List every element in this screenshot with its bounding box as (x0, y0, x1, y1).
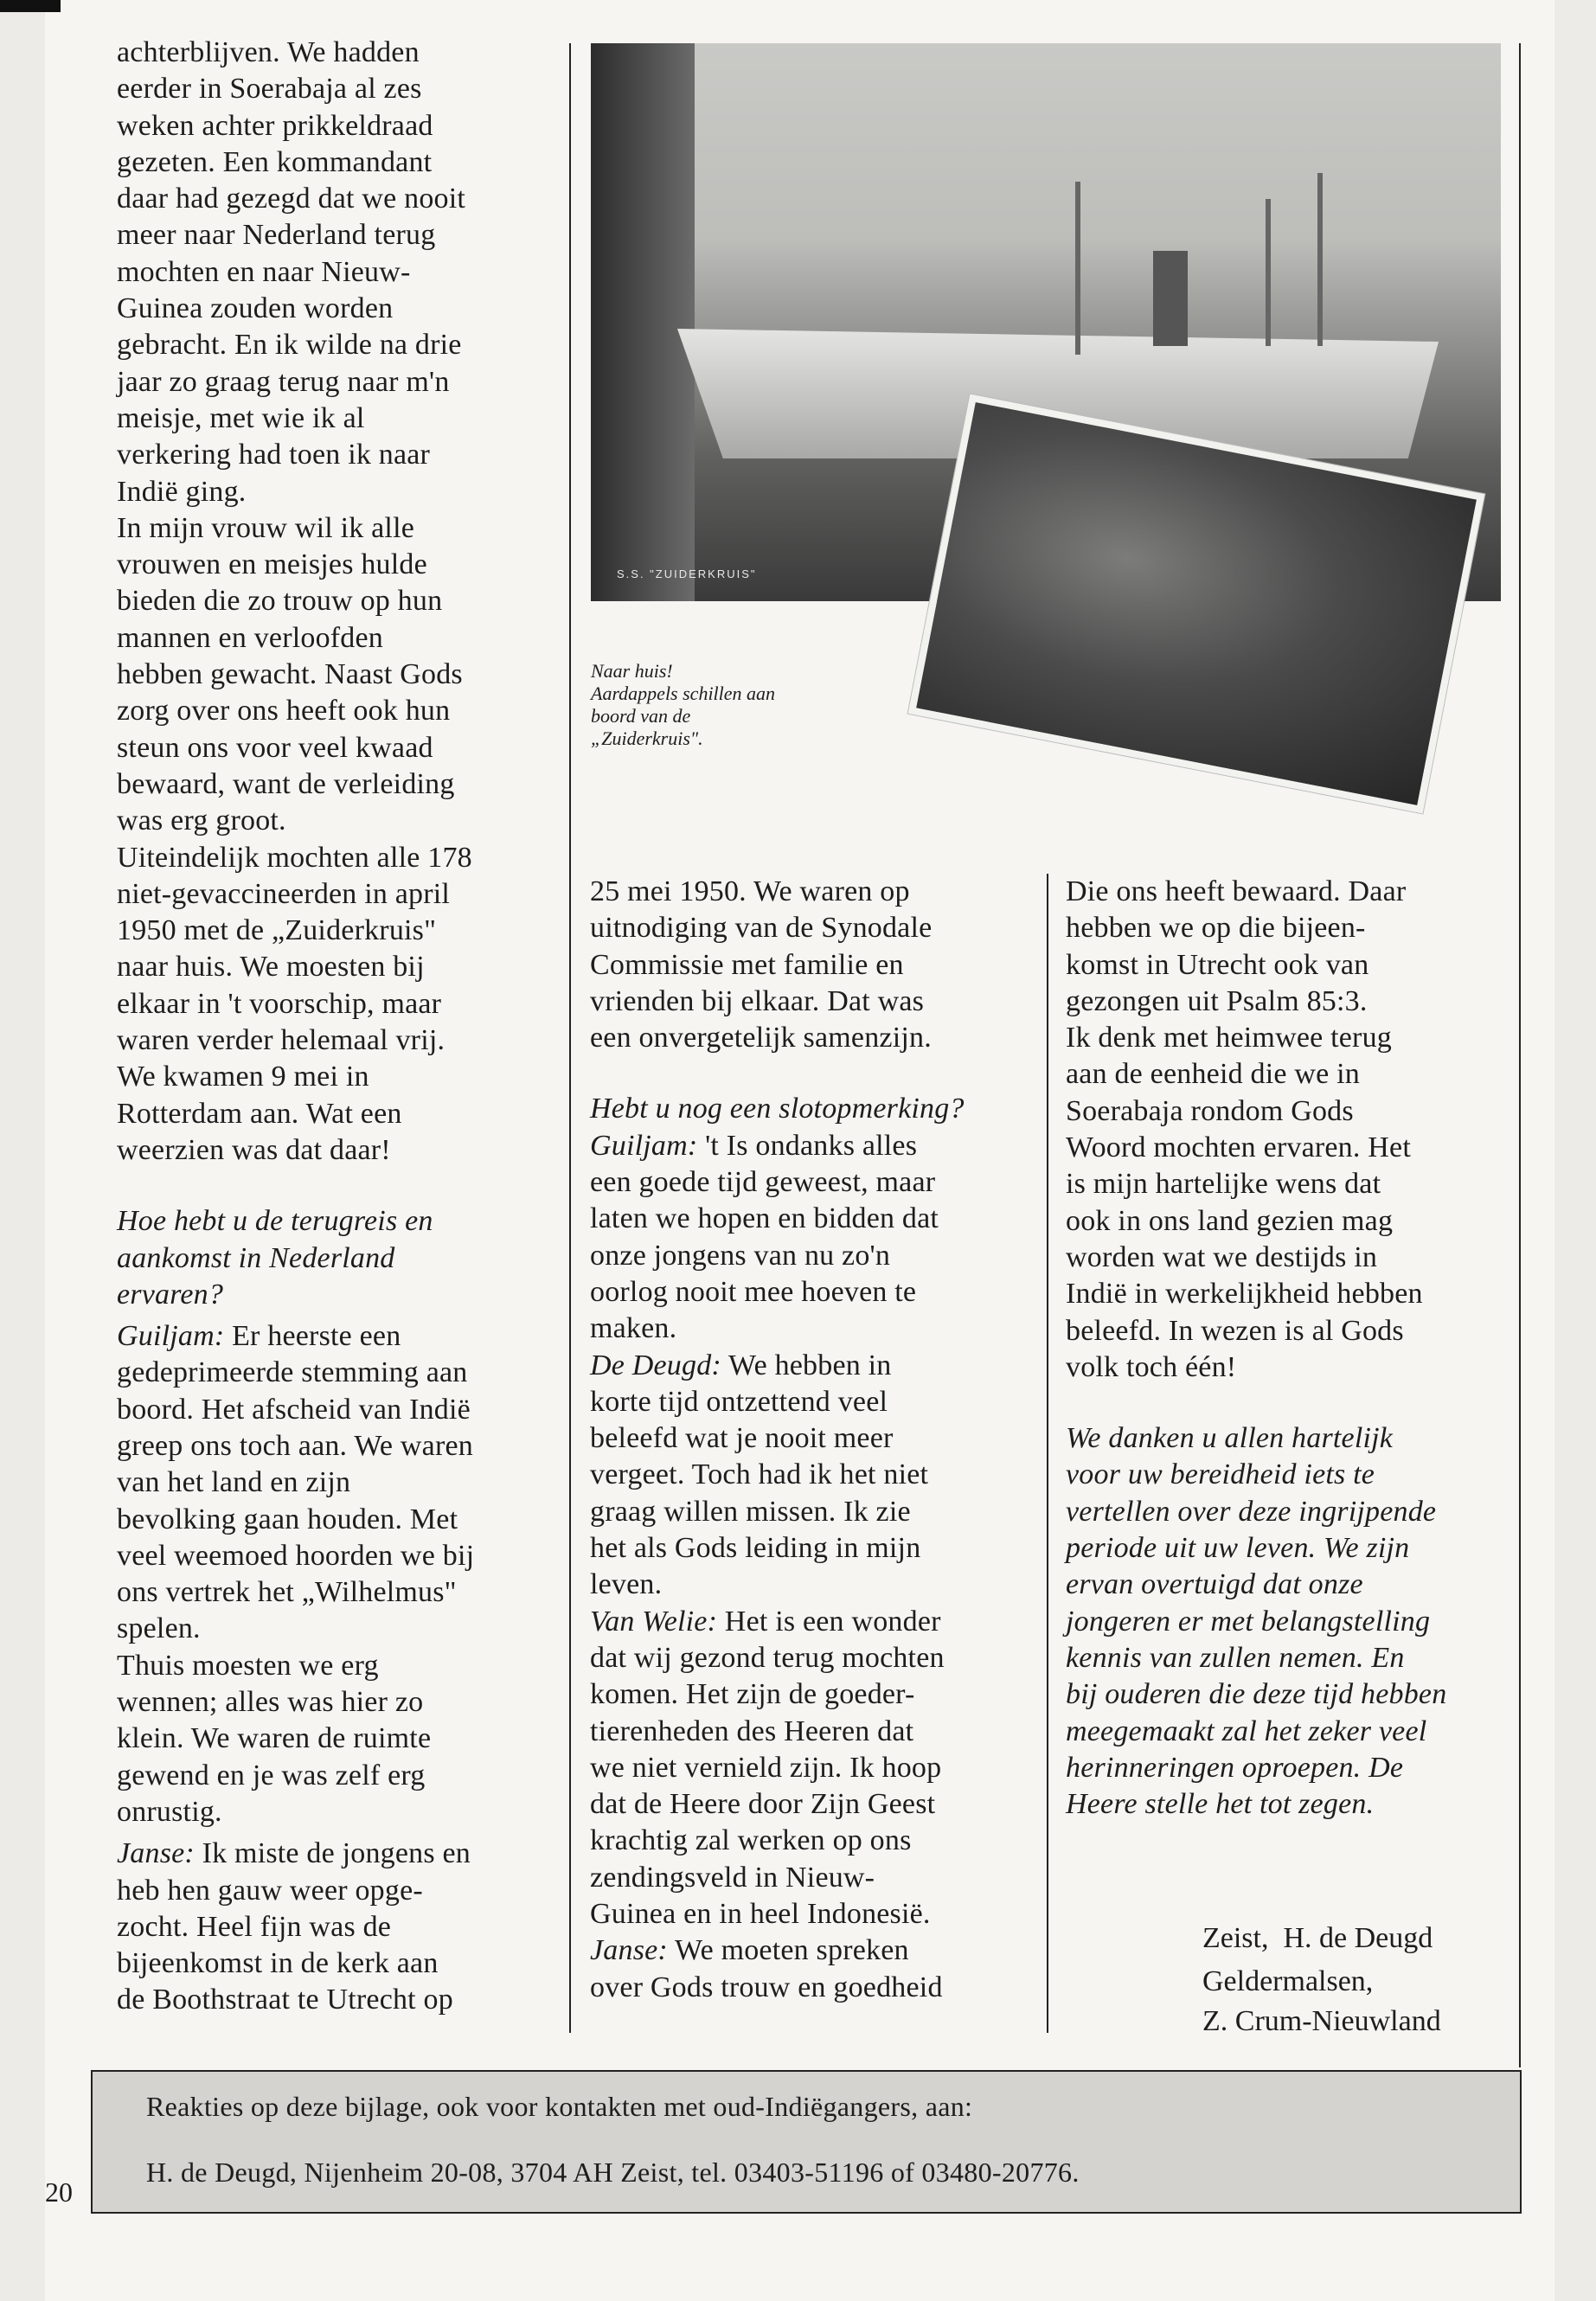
text-line: gezongen uit Psalm 85:3. (1066, 984, 1368, 1017)
text-line: vrienden bij elkaar. Dat was (590, 984, 925, 1017)
text-line: spelen. (117, 1612, 201, 1645)
text-line: elkaar in 't voorschip, maar (117, 987, 442, 1020)
text-line: beleefd. In wezen is al Gods (1066, 1314, 1404, 1347)
column-divider (569, 43, 571, 2033)
text-line: Guinea zouden worden (117, 292, 394, 325)
answer-janse (590, 1932, 1031, 1969)
text-line: vrouwen en meisjes hulde (117, 548, 427, 581)
contact-address: H. de Deugd, Nijenheim 20-08, 3704 AH Zeist, tel. 03403-51196 of 03480-20776. (146, 2157, 1080, 2188)
text-line: Rotterdam aan. Wat een (117, 1097, 402, 1130)
answer-text: 't Is ondanks alles (697, 1129, 918, 1162)
text-line: laten we hopen en bidden dat (590, 1202, 939, 1235)
text-line: 1950 met de „Zuiderkruis" (117, 914, 437, 947)
text-line: ervaren? (117, 1278, 224, 1311)
column-3 (1066, 874, 1507, 1823)
text-line: ervan overtuigd dat onze (1066, 1568, 1363, 1601)
text-line: daar had gezegd dat we nooit (117, 183, 466, 215)
text-line: hebben we op die bijeen- (1066, 912, 1366, 945)
text-line: niet-gevaccineerden in april (117, 877, 451, 910)
text-line: periode uit uw leven. We zijn (1066, 1532, 1410, 1565)
text-line: bij ouderen die deze tijd hebben (1066, 1678, 1447, 1711)
text-line: Guinea en in heel Indonesië. (590, 1898, 931, 1931)
text-line: 25 mei 1950. We waren op (590, 875, 910, 907)
speaker-label: De Deugd: (590, 1349, 721, 1381)
text-line: korte tijd ontzettend veel (590, 1385, 888, 1418)
text-line: de Boothstraat te Utrecht op (117, 1984, 453, 2016)
text-line: naar huis. We moesten bij (117, 951, 425, 984)
column-3-paragraph (1066, 874, 1507, 1386)
speaker-label: Janse: (117, 1837, 195, 1870)
text-line: In mijn vrouw wil ik alle (117, 511, 415, 544)
text-line: klein. We waren de ruimte (117, 1722, 432, 1755)
text-line: boord. Het afscheid van Indië (117, 1393, 471, 1426)
closing-note (1066, 1420, 1507, 1823)
text-line: dat wij gezond terug mochten (590, 1641, 945, 1674)
text-line: bieden die zo trouw op hun (117, 585, 443, 618)
text-line: weken achter prikkeldraad (117, 109, 433, 142)
text-line: Woord mochten ervaren. Het (1066, 1131, 1411, 1164)
text-line: Aardappels schillen aan (591, 683, 776, 704)
text-line: Uiteindelijk mochten alle 178 (117, 841, 472, 874)
question-return-trip (117, 1203, 549, 1313)
text-line: uitnodiging van de Synodale (590, 912, 933, 945)
ship-name-label: S.S. "ZUIDERKRUIS" (617, 567, 757, 580)
signature-place: Zeist, (1202, 1922, 1269, 1954)
text-line: meer naar Nederland terug (117, 219, 436, 252)
text-line: onze jongens van nu zo'n (590, 1239, 891, 1272)
text-line: gezeten. Een kommandant (117, 145, 433, 178)
text-line: het als Gods leiding in mijn (590, 1532, 921, 1565)
text-line: zorg over ons heeft ook hun (117, 695, 451, 727)
text-line: vergeet. Toch had ik het niet (590, 1458, 929, 1491)
text-line: graag willen missen. Ik zie (590, 1495, 911, 1528)
text-line: een onvergetelijk samenzijn. (590, 1022, 932, 1054)
text-line: tierenheden des Heeren dat (590, 1715, 914, 1747)
text-line: onrustig. (117, 1795, 222, 1828)
answer-guiljam (590, 1128, 1031, 1164)
answer-text: Er heerste een (224, 1320, 401, 1353)
text-line: bevolking gaan houden. Met (117, 1503, 458, 1535)
text-line: Naar huis! (591, 660, 673, 682)
text-line: krachtig zal werken op ons (590, 1824, 912, 1857)
speaker-label: Van Welie: (590, 1605, 718, 1638)
text-line: zocht. Heel fijn was de (117, 1910, 392, 1943)
text-line: herinneringen oproepen. De (1066, 1751, 1404, 1784)
right-border (1519, 43, 1521, 2067)
question-final-remark: Hebt u nog een slotopmerking? (590, 1093, 965, 1125)
text-line: zendingsveld in Nieuw- (590, 1861, 875, 1894)
text-line: Soerabaja rondom Gods (1066, 1094, 1354, 1127)
text-line: voor uw bereidheid iets te (1066, 1458, 1375, 1491)
text-line: gewend en je was zelf erg (117, 1759, 426, 1791)
text-line: gebracht. En ik wilde na drie (117, 329, 462, 362)
text-line: leven. (590, 1568, 663, 1601)
text-line: jongeren er met belangstelling (1066, 1605, 1431, 1638)
column-2 (590, 874, 1031, 2006)
answer-guiljam (117, 1318, 549, 1355)
text-line: „Zuiderkruis". (591, 727, 703, 749)
text-line: steun ons voor veel kwaad (117, 731, 433, 764)
speaker-label: Guiljam: (117, 1320, 225, 1353)
text-line: meisje, met wie ik al (117, 401, 365, 434)
text-line: veel weemoed hoorden we bij (117, 1539, 475, 1572)
page-number: 20 (45, 2176, 73, 2208)
text-line: jaar zo graag terug naar m'n (117, 365, 450, 398)
text-line: komen. Het zijn de goeder- (590, 1678, 915, 1711)
text-line: worden wat we destijds in (1066, 1240, 1378, 1273)
answer-text: Ik miste de jongens en (194, 1837, 471, 1870)
corner-mark (0, 0, 61, 12)
signature-1 (1202, 1919, 1433, 1958)
column-divider (1047, 874, 1048, 2033)
answer-janse-continued (117, 1873, 549, 2019)
answer-janse (117, 1836, 549, 1872)
text-line: is mijn hartelijke wens dat (1066, 1168, 1381, 1201)
text-line: Die ons heeft bewaard. Daar (1066, 875, 1407, 907)
text-line: mochten en naar Nieuw- (117, 255, 411, 288)
text-line: volk toch één! (1066, 1350, 1237, 1383)
text-line: beleefd wat je nooit meer (590, 1422, 894, 1455)
text-line: We danken u allen hartelijk (1066, 1422, 1394, 1455)
text-line: We kwamen 9 mei in (117, 1061, 369, 1093)
text-line: maken. (590, 1312, 677, 1345)
text-line: bijeenkomst in de kerk aan (117, 1947, 439, 1980)
text-line: een goede tijd geweest, maar (590, 1166, 936, 1199)
text-line: dat de Heere door Zijn Geest (590, 1788, 936, 1821)
answer-welie (590, 1604, 1031, 1640)
text-line: eerder in Soerabaja al zes (117, 73, 422, 106)
text-line: verkering had toen ik naar (117, 439, 431, 471)
speaker-label: Janse: (590, 1934, 668, 1967)
text-line: oorlog nooit mee hoeven te (590, 1275, 917, 1308)
text-line: greep ons toch aan. We waren (117, 1429, 473, 1462)
text-line: Commissie met familie en (590, 948, 904, 981)
column-1-paragraph (117, 35, 549, 1169)
text-line: we niet vernield zijn. Ik hoop (590, 1751, 942, 1784)
answer-text: We moeten spreken (667, 1934, 909, 1967)
photo-caption (591, 660, 876, 750)
answer-text: We hebben in (721, 1349, 892, 1381)
column-1 (117, 35, 549, 2019)
text-line: ons vertrek het „Wilhelmus" (117, 1576, 457, 1609)
text-line: gedeprimeerde stemming aan (117, 1356, 468, 1389)
contact-box (91, 2070, 1522, 2214)
answer-deugd (590, 1348, 1031, 1384)
text-line: aan de eenheid die we in (1066, 1058, 1360, 1091)
text-line: aankomst in Nederland (117, 1241, 395, 1274)
text-line: Ik denk met heimwee terug (1066, 1022, 1392, 1054)
text-line: vertellen over deze ingrijpende (1066, 1495, 1437, 1528)
text-line: mannen en verloofden (117, 621, 383, 654)
signature-place-2: Geldermalsen, (1202, 1965, 1374, 1997)
text-line: kennis van zullen nemen. En (1066, 1641, 1405, 1674)
text-line: wennen; alles was hier zo (117, 1686, 424, 1719)
signature-name-2: Z. Crum-Nieuwland (1202, 2005, 1441, 2037)
text-line: hebben gewacht. Naast Gods (117, 658, 463, 691)
text-line: Indië ging. (117, 475, 247, 508)
speaker-label: Guiljam: (590, 1129, 698, 1162)
text-line: Hoe hebt u de terugreis en (117, 1205, 433, 1238)
text-line: komst in Utrecht ook van (1066, 948, 1369, 981)
text-line: waren verder helemaal vrij. (117, 1024, 445, 1057)
contact-intro: Reakties op deze bijlage, ook voor kontakten met oud-Indiëgangers, aan: (146, 2091, 973, 2122)
text-line: meegemaakt zal het zeker veel (1066, 1715, 1427, 1747)
text-line: Thuis moesten we erg (117, 1649, 379, 1682)
text-line: ook in ons land gezien mag (1066, 1204, 1394, 1237)
text-line: Indië in werkelijkheid hebben (1066, 1278, 1423, 1311)
text-line: van het land en zijn (117, 1466, 351, 1499)
column-2-paragraph (590, 874, 1031, 1056)
text-line: over Gods trouw en goedheid (590, 1971, 943, 2003)
text-line: Heere stelle het tot zegen. (1066, 1788, 1375, 1821)
answer-guiljam-continued (117, 1355, 549, 1830)
text-line: boord van de (591, 705, 691, 727)
text-line: heb hen gauw weer opge- (117, 1874, 423, 1907)
signature-name: H. de Deugd (1283, 1922, 1433, 1954)
answer-text: Het is een wonder (717, 1605, 941, 1638)
text-line: bewaard, want de verleiding (117, 767, 455, 800)
text-line: weerzien was dat daar! (117, 1133, 391, 1166)
text-line: achterblijven. We hadden (117, 36, 420, 68)
text-line: was erg groot. (117, 804, 286, 837)
